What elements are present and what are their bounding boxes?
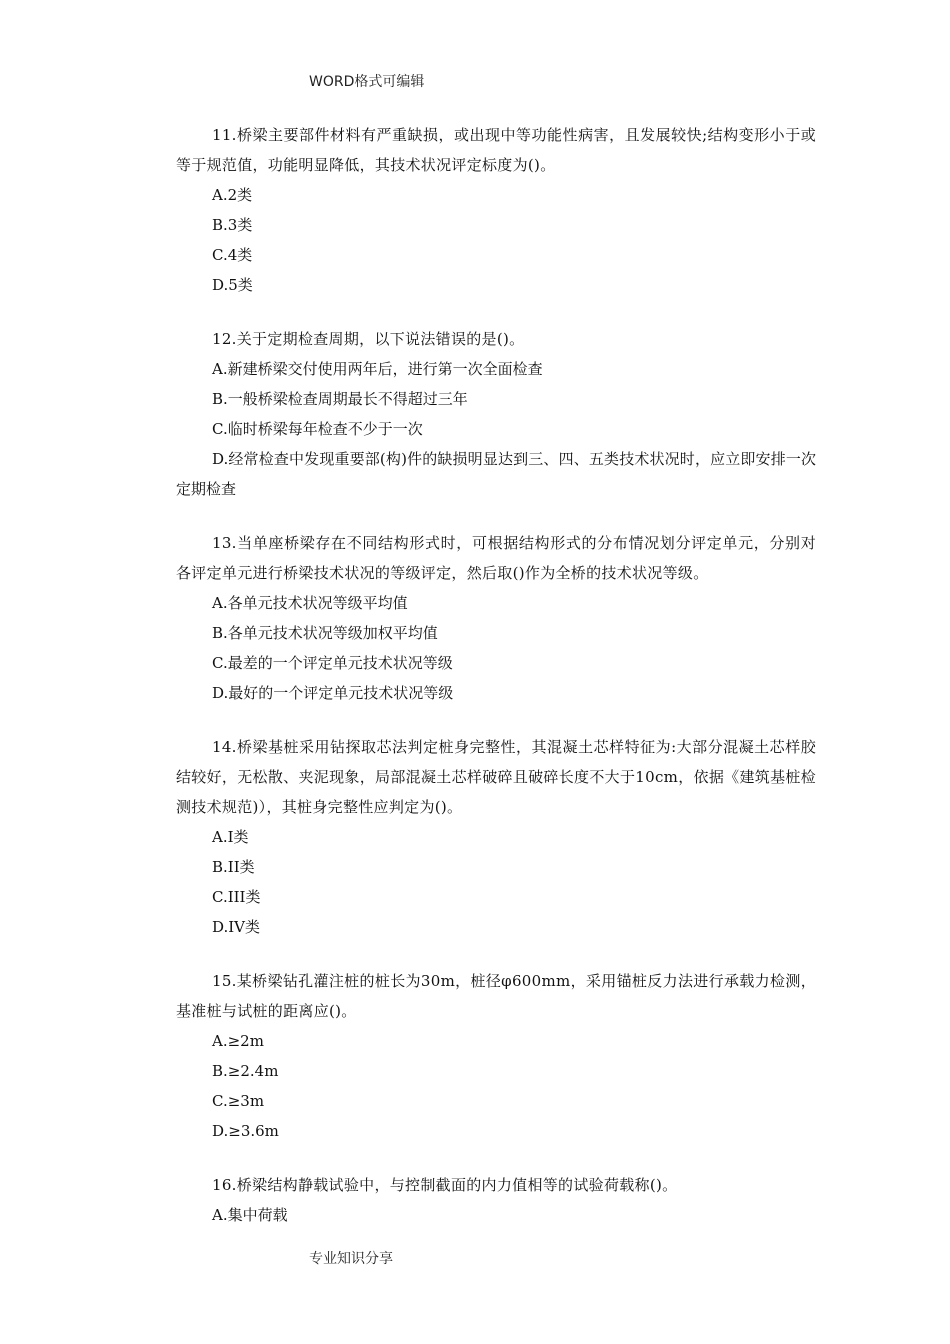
question-stem: 16.桥梁结构静载试验中，与控制截面的内力值相等的试验荷载称()。	[212, 1176, 678, 1194]
question-stem: 15.某桥梁钻孔灌注桩的桩长为30m，桩径φ600mm，采用锚桩反力法进行承载力检测，基准桩与试桩的距离应()。	[176, 972, 816, 1020]
option-b: B.3类	[212, 216, 253, 234]
question-15	[176, 966, 816, 1146]
option-a: A.≥2m	[212, 1032, 264, 1050]
option-d: D.5类	[212, 276, 253, 294]
option-b: B.各单元技术状况等级加权平均值	[212, 624, 438, 642]
question-13	[176, 528, 816, 708]
option-d: D.经常检查中发现重要部(构)件的缺损明显达到三、四、五类技术状况时，应立即安排一次定期检查	[176, 450, 816, 498]
option-c: C.4类	[212, 246, 253, 264]
option-a: A.2类	[212, 186, 253, 204]
question-stem: 13.当单座桥梁存在不同结构形式时，可根据结构形式的分布情况划分评定单元，分别对各评定单元进行桥梁技术状况的等级评定，然后取()作为全桥的技术状况等级。	[176, 534, 816, 582]
question-stem: 14.桥梁基桩采用钻探取芯法判定桩身完整性，其混凝土芯样特征为:大部分混凝土芯样胶结较好，无松散、夹泥现象，局部混凝土芯样破碎且破碎长度不大于10cm，依据《建筑基桩检测技术规范)），其桩身完整性应判定为()。	[176, 738, 816, 816]
option-b: B.一般桥梁检查周期最长不得超过三年	[212, 390, 468, 408]
page-header: WORD格式可编辑	[309, 74, 425, 90]
question-12	[176, 324, 816, 504]
option-c: C.临时桥梁每年检查不少于一次	[212, 420, 423, 438]
option-d: D.IV类	[212, 918, 261, 936]
question-stem: 12.关于定期检查周期，以下说法错误的是()。	[212, 330, 525, 348]
option-b: B.≥2.4m	[212, 1062, 279, 1080]
option-c: C.III类	[212, 888, 261, 906]
option-a: A.集中荷载	[212, 1206, 288, 1224]
question-11	[176, 120, 816, 300]
option-b: B.II类	[212, 858, 255, 876]
option-c: C.≥3m	[212, 1092, 265, 1110]
question-stem: 11.桥梁主要部件材料有严重缺损，或出现中等功能性病害，且发展较快;结构变形小于或等于规范值，功能明显降低，其技术状况评定标度为()。	[176, 126, 816, 174]
option-d: D.≥3.6m	[212, 1122, 279, 1140]
question-16	[176, 1170, 816, 1230]
option-d: D.最好的一个评定单元技术状况等级	[212, 684, 454, 702]
question-list	[176, 120, 816, 1254]
option-a: A.新建桥梁交付使用两年后，进行第一次全面检查	[212, 360, 543, 378]
option-a: A.各单元技术状况等级平均值	[212, 594, 408, 612]
option-a: A.I类	[212, 828, 249, 846]
option-c: C.最差的一个评定单元技术状况等级	[212, 654, 453, 672]
page-footer: 专业知识分享	[309, 1251, 393, 1267]
question-14	[176, 732, 816, 942]
